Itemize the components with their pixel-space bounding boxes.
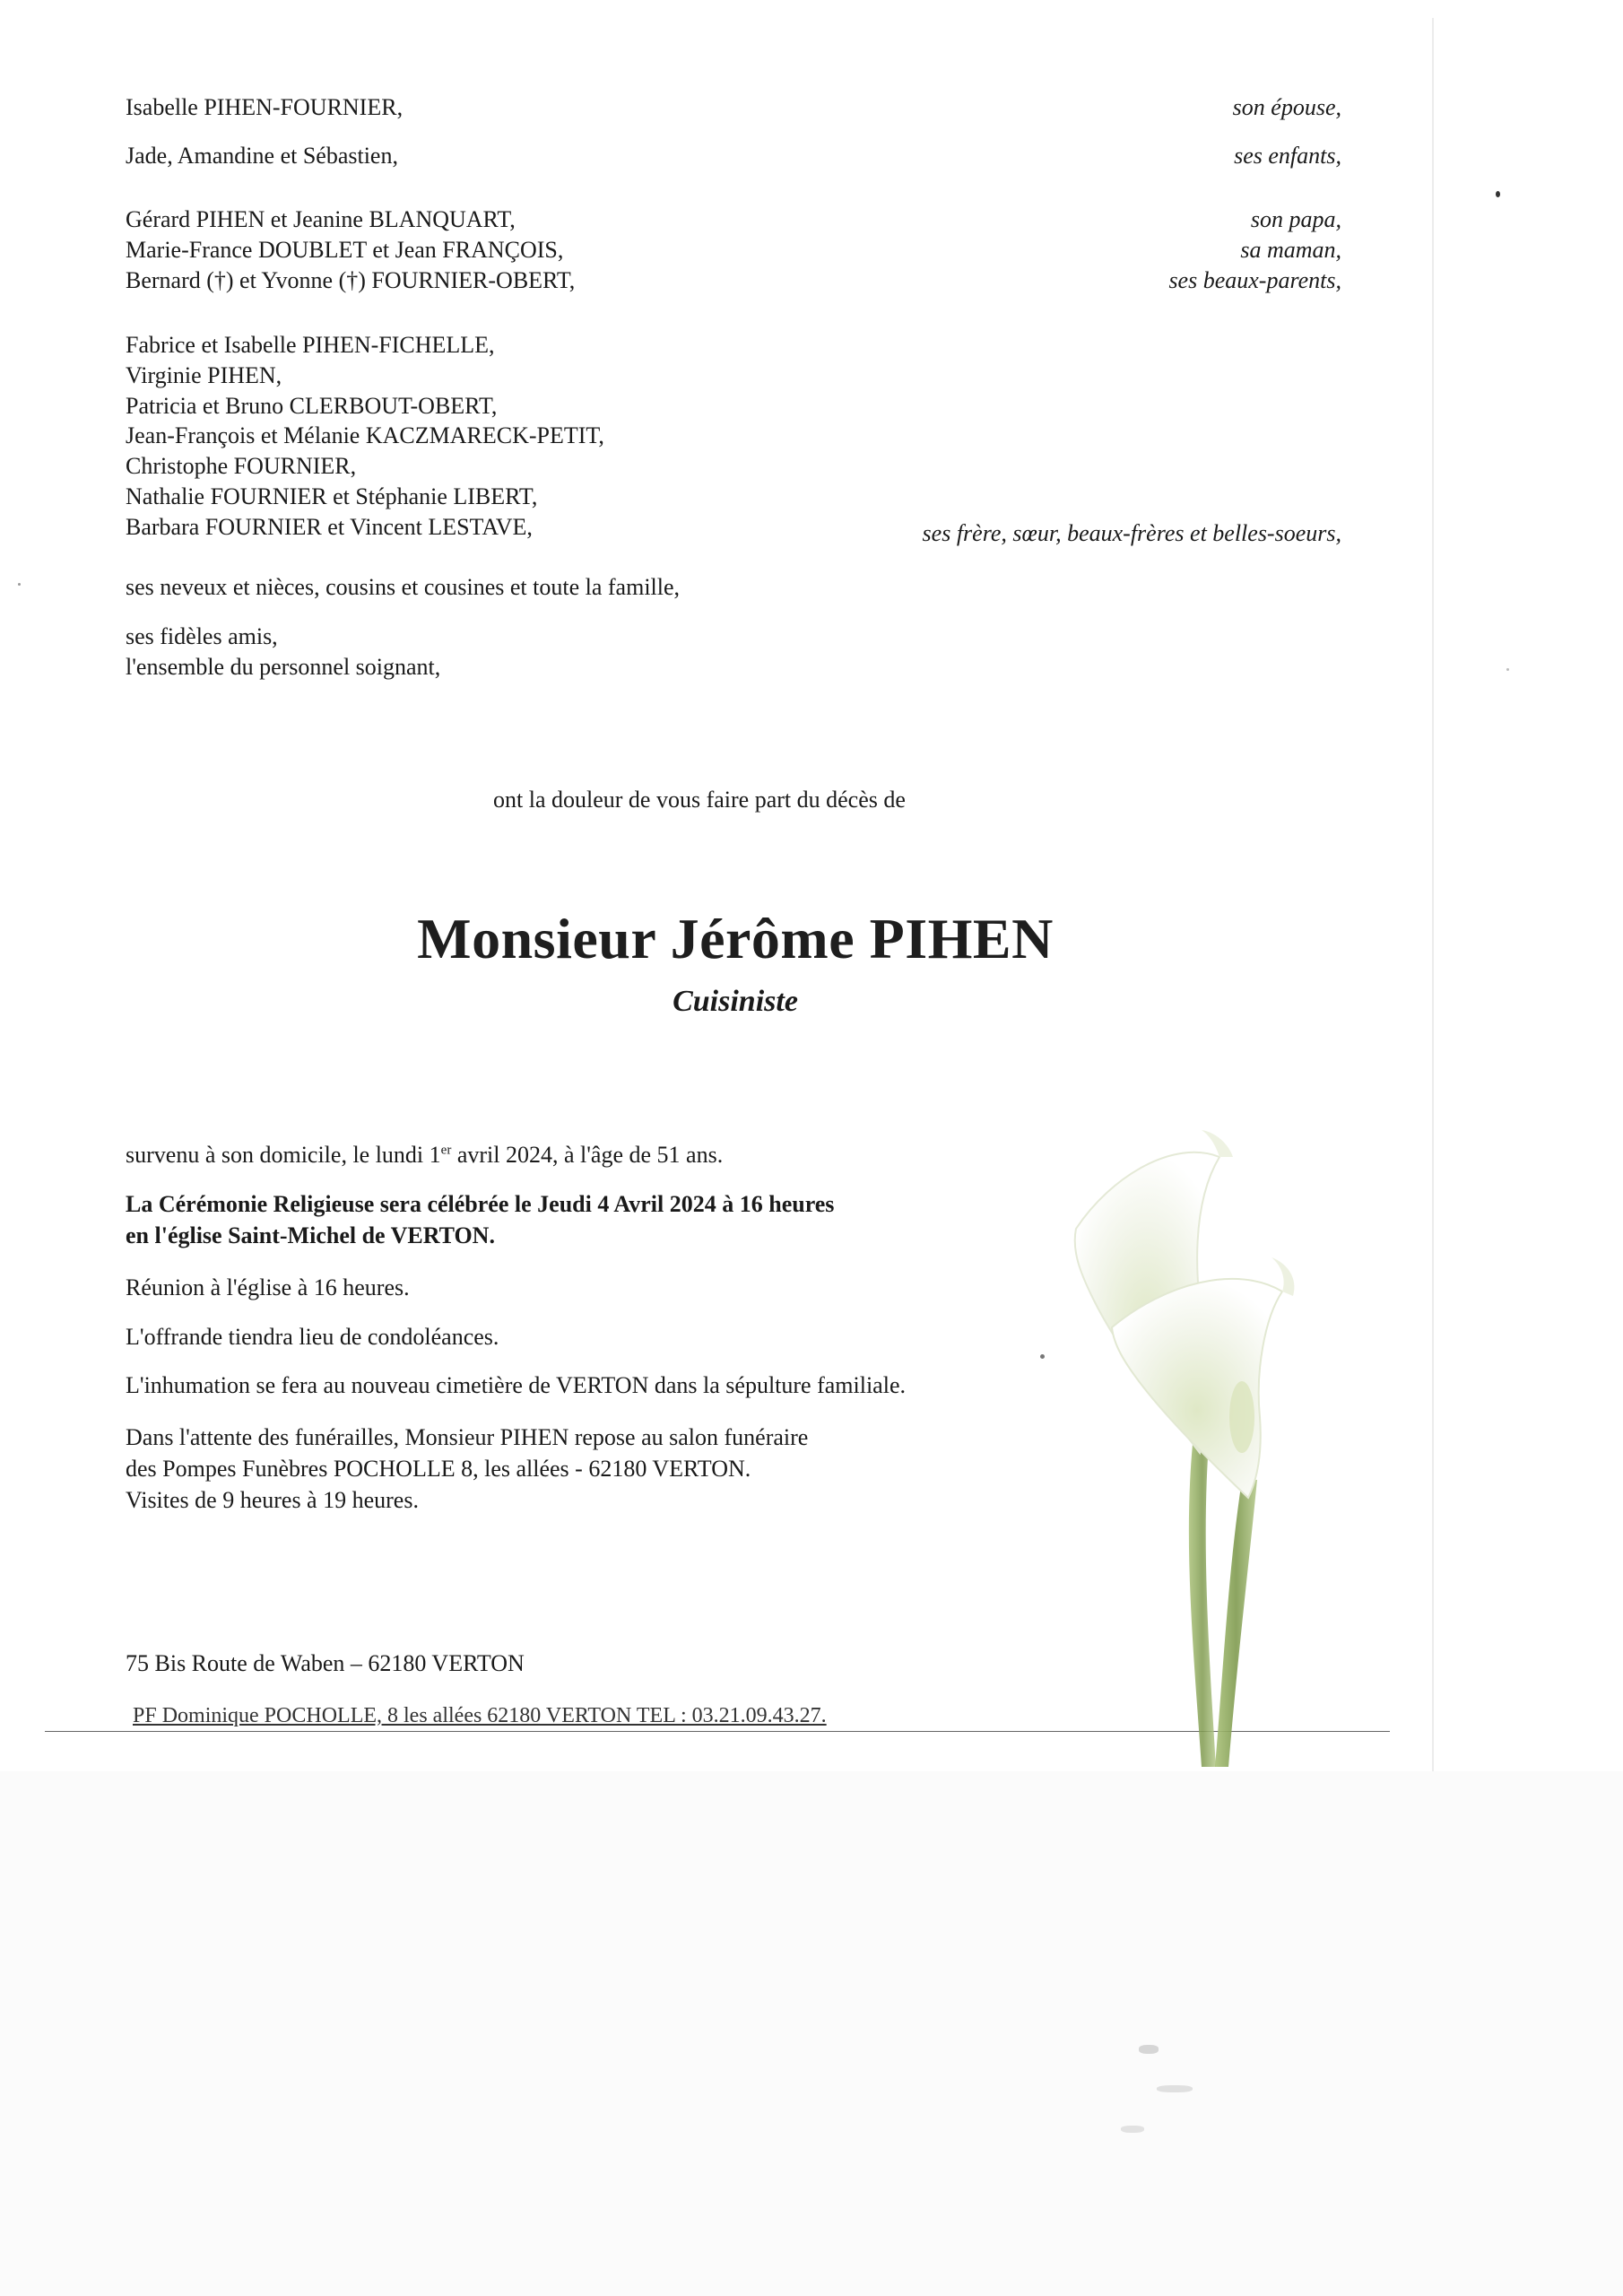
family-name-line: Christophe FOURNIER, xyxy=(126,453,357,480)
family-name-line: Barbara FOURNIER et Vincent LESTAVE, xyxy=(126,513,533,540)
relation-line: son papa, xyxy=(1250,206,1341,232)
funeral-home-footer: PF Dominique POCHOLLE, 8 les allées 62180 VERTON TEL : 03.21.09.43.27. xyxy=(133,1704,827,1727)
reunion-info: Réunion à l'église à 16 heures. xyxy=(126,1274,410,1300)
family-name-line: Jean-François et Mélanie KACZMARECK-PETIT, xyxy=(126,422,604,449)
family-name-line: l'ensemble du personnel soignant, xyxy=(126,653,441,680)
relation-siblings xyxy=(923,518,1341,549)
scan-speck xyxy=(1496,191,1500,197)
announcement-text: ont la douleur de vous faire part du décès de xyxy=(493,787,906,813)
death-notice-start: survenu à son domicile, le lundi 1 xyxy=(126,1142,441,1168)
lily-spadix xyxy=(1229,1381,1254,1453)
family-names-friends xyxy=(126,622,440,683)
death-notice xyxy=(126,1139,723,1170)
lily-stem-front xyxy=(1215,1480,1257,1767)
family-name-line: Virginie PIHEN, xyxy=(126,361,282,388)
scan-speck xyxy=(1506,668,1509,671)
relation-spouse xyxy=(1233,92,1341,123)
family-names-siblings xyxy=(126,330,604,543)
ceremony-line: La Cérémonie Religieuse sera célébrée le Jeudi 4 Avril 2024 à 16 heures xyxy=(126,1191,835,1217)
burial-info: L'inhumation se fera au nouveau cimetière de VERTON dans la sépulture familiale. xyxy=(126,1372,906,1398)
scan-blank-area xyxy=(0,1771,1623,2296)
viewing-line: Visites de 9 heures à 19 heures. xyxy=(126,1487,419,1514)
page-edge xyxy=(1432,18,1434,1771)
death-notice-end: avril 2024, à l'âge de 51 ans. xyxy=(451,1142,724,1168)
relation-parents xyxy=(1168,204,1341,295)
scan-speck xyxy=(1040,1354,1045,1359)
scan-speck xyxy=(1121,2126,1144,2133)
viewing-line: Dans l'attente des funérailles, Monsieur PIHEN repose au salon funéraire xyxy=(126,1424,809,1450)
relation-line: ses frère, sœur, beaux-frères et belles-soeurs, xyxy=(922,520,1341,546)
ceremony-info xyxy=(126,1188,834,1251)
relation-line: sa maman, xyxy=(1240,236,1341,263)
scan-speck xyxy=(1139,2045,1159,2054)
viewing-info xyxy=(126,1422,808,1516)
family-name-line: Isabelle PIHEN-FOURNIER, xyxy=(126,94,404,120)
family-name-line: Patricia et Bruno CLERBOUT-OBERT, xyxy=(126,392,498,419)
relation-children xyxy=(1234,141,1341,171)
family-names-parents xyxy=(126,204,575,295)
ceremony-line: en l'église Saint-Michel de VERTON. xyxy=(126,1222,495,1249)
relation-line: son épouse, xyxy=(1232,94,1341,120)
family-name-line: Fabrice et Isabelle PIHEN-FICHELLE, xyxy=(126,332,495,358)
deceased-name: Monsieur Jérôme PIHEN xyxy=(417,907,1054,970)
relation-line: ses enfants, xyxy=(1234,143,1341,169)
family-name-line: ses neveux et nièces, cousins et cousines et toute la famille, xyxy=(126,574,681,600)
family-names-extended xyxy=(126,572,680,603)
family-names-children xyxy=(126,141,398,171)
ordinal-suffix: er xyxy=(440,1143,452,1158)
family-name-line: Jade, Amandine et Sébastien, xyxy=(126,143,398,169)
offering-info: L'offrande tiendra lieu de condoléances. xyxy=(126,1324,499,1350)
scan-speck xyxy=(1157,2085,1193,2092)
relation-line: ses beaux-parents, xyxy=(1168,266,1341,293)
lily-stem-back xyxy=(1189,1444,1216,1767)
calla-lily-illustration xyxy=(1058,1121,1345,1767)
family-name-line: Marie-France DOUBLET et Jean FRANÇOIS, xyxy=(126,236,564,263)
family-names-spouse xyxy=(126,92,403,123)
deceased-profession: Cuisiniste xyxy=(673,985,798,1018)
family-name-line: Nathalie FOURNIER et Stéphanie LIBERT, xyxy=(126,483,538,509)
family-address: 75 Bis Route de Waben – 62180 VERTON xyxy=(126,1650,525,1676)
viewing-line: des Pompes Funèbres POCHOLLE 8, les allées - 62180 VERTON. xyxy=(126,1456,751,1483)
scan-speck xyxy=(18,583,21,586)
family-name-line: ses fidèles amis, xyxy=(126,623,278,649)
family-name-line: Bernard (†) et Yvonne (†) FOURNIER-OBERT, xyxy=(126,266,576,293)
family-name-line: Gérard PIHEN et Jeanine BLANQUART, xyxy=(126,206,516,232)
